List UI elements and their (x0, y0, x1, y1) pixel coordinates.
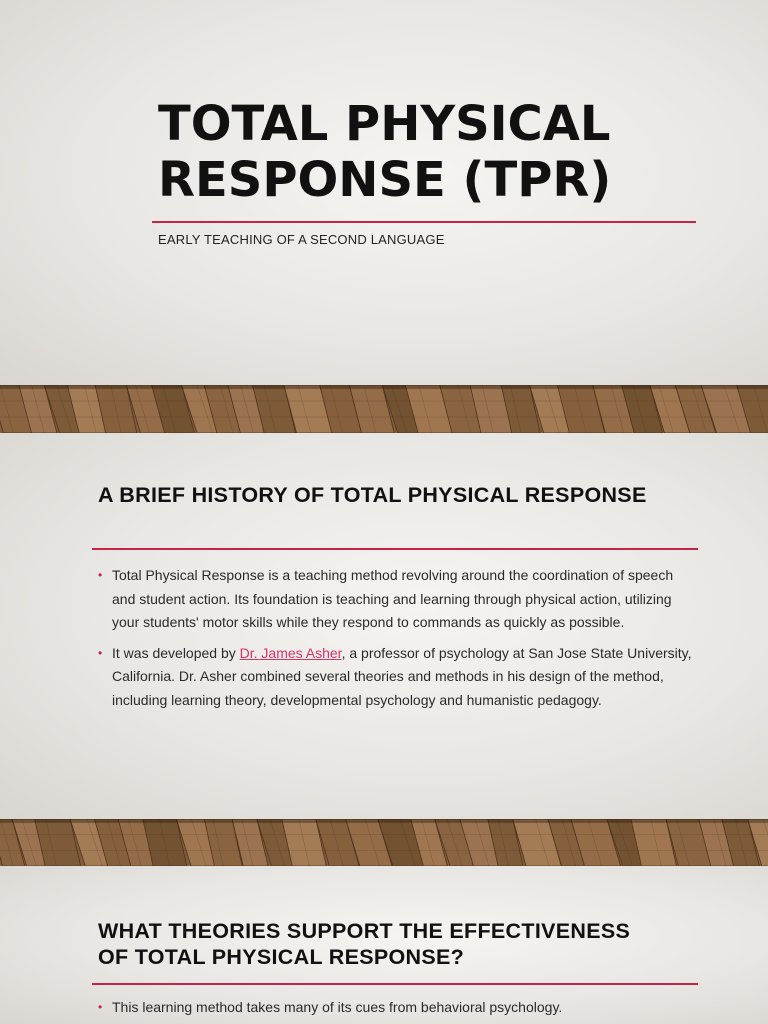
slide-subtitle: EARLY TEACHING OF A SECOND LANGUAGE (158, 232, 445, 247)
title-divider (152, 221, 696, 223)
list-item (98, 996, 698, 1020)
wood-floor-divider (0, 819, 768, 866)
slide-title (0, 0, 768, 385)
history-divider (92, 548, 698, 550)
history-bullet-list (98, 564, 698, 719)
title-line-1: TOTAL PHYSICAL (158, 96, 611, 152)
list-item (98, 642, 698, 713)
theories-divider (92, 983, 698, 985)
theories-bullet-list (98, 996, 698, 1024)
james-asher-link[interactable]: Dr. James Asher (239, 644, 342, 661)
history-heading: A BRIEF HISTORY OF TOTAL PHYSICAL RESPONSE (98, 483, 647, 507)
list-item (98, 564, 698, 635)
bullet-text-suffix: , a professor of psychology at San Jose State University, California. Dr. Asher combined several theories and methods in his design of the method, including learning theory, developmental psychology and humanistic pedagogy. (112, 644, 692, 708)
bullet-icon: • (98, 1000, 103, 1014)
bullet-icon: • (98, 568, 103, 582)
theories-heading-line-2: OF TOTAL PHYSICAL RESPONSE? (98, 945, 465, 969)
bullet-text: This learning method takes many of its cues from behavioral psychology. (112, 999, 563, 1015)
slide-history (0, 433, 768, 819)
slide-title-heading (158, 96, 718, 208)
theories-heading (98, 918, 718, 970)
bullet-icon: • (98, 645, 103, 660)
theories-heading-line-1: WHAT THEORIES SUPPORT THE EFFECTIVENESS (98, 919, 631, 943)
wood-floor-graphic (0, 385, 768, 433)
bullet-text: Total Physical Response is a teaching method revolving around the coordination of speech and student action. Its foundation is teaching and learning through physical action, utilizing your students' motor skills while they respond to commands as quickly as possible. (112, 567, 674, 630)
wood-floor-graphic (0, 819, 768, 866)
slide-theories (0, 866, 768, 1024)
bullet-text-prefix: It was developed by (112, 644, 240, 661)
wood-floor-divider (0, 385, 768, 433)
title-line-2: RESPONSE (TPR) (158, 152, 612, 208)
